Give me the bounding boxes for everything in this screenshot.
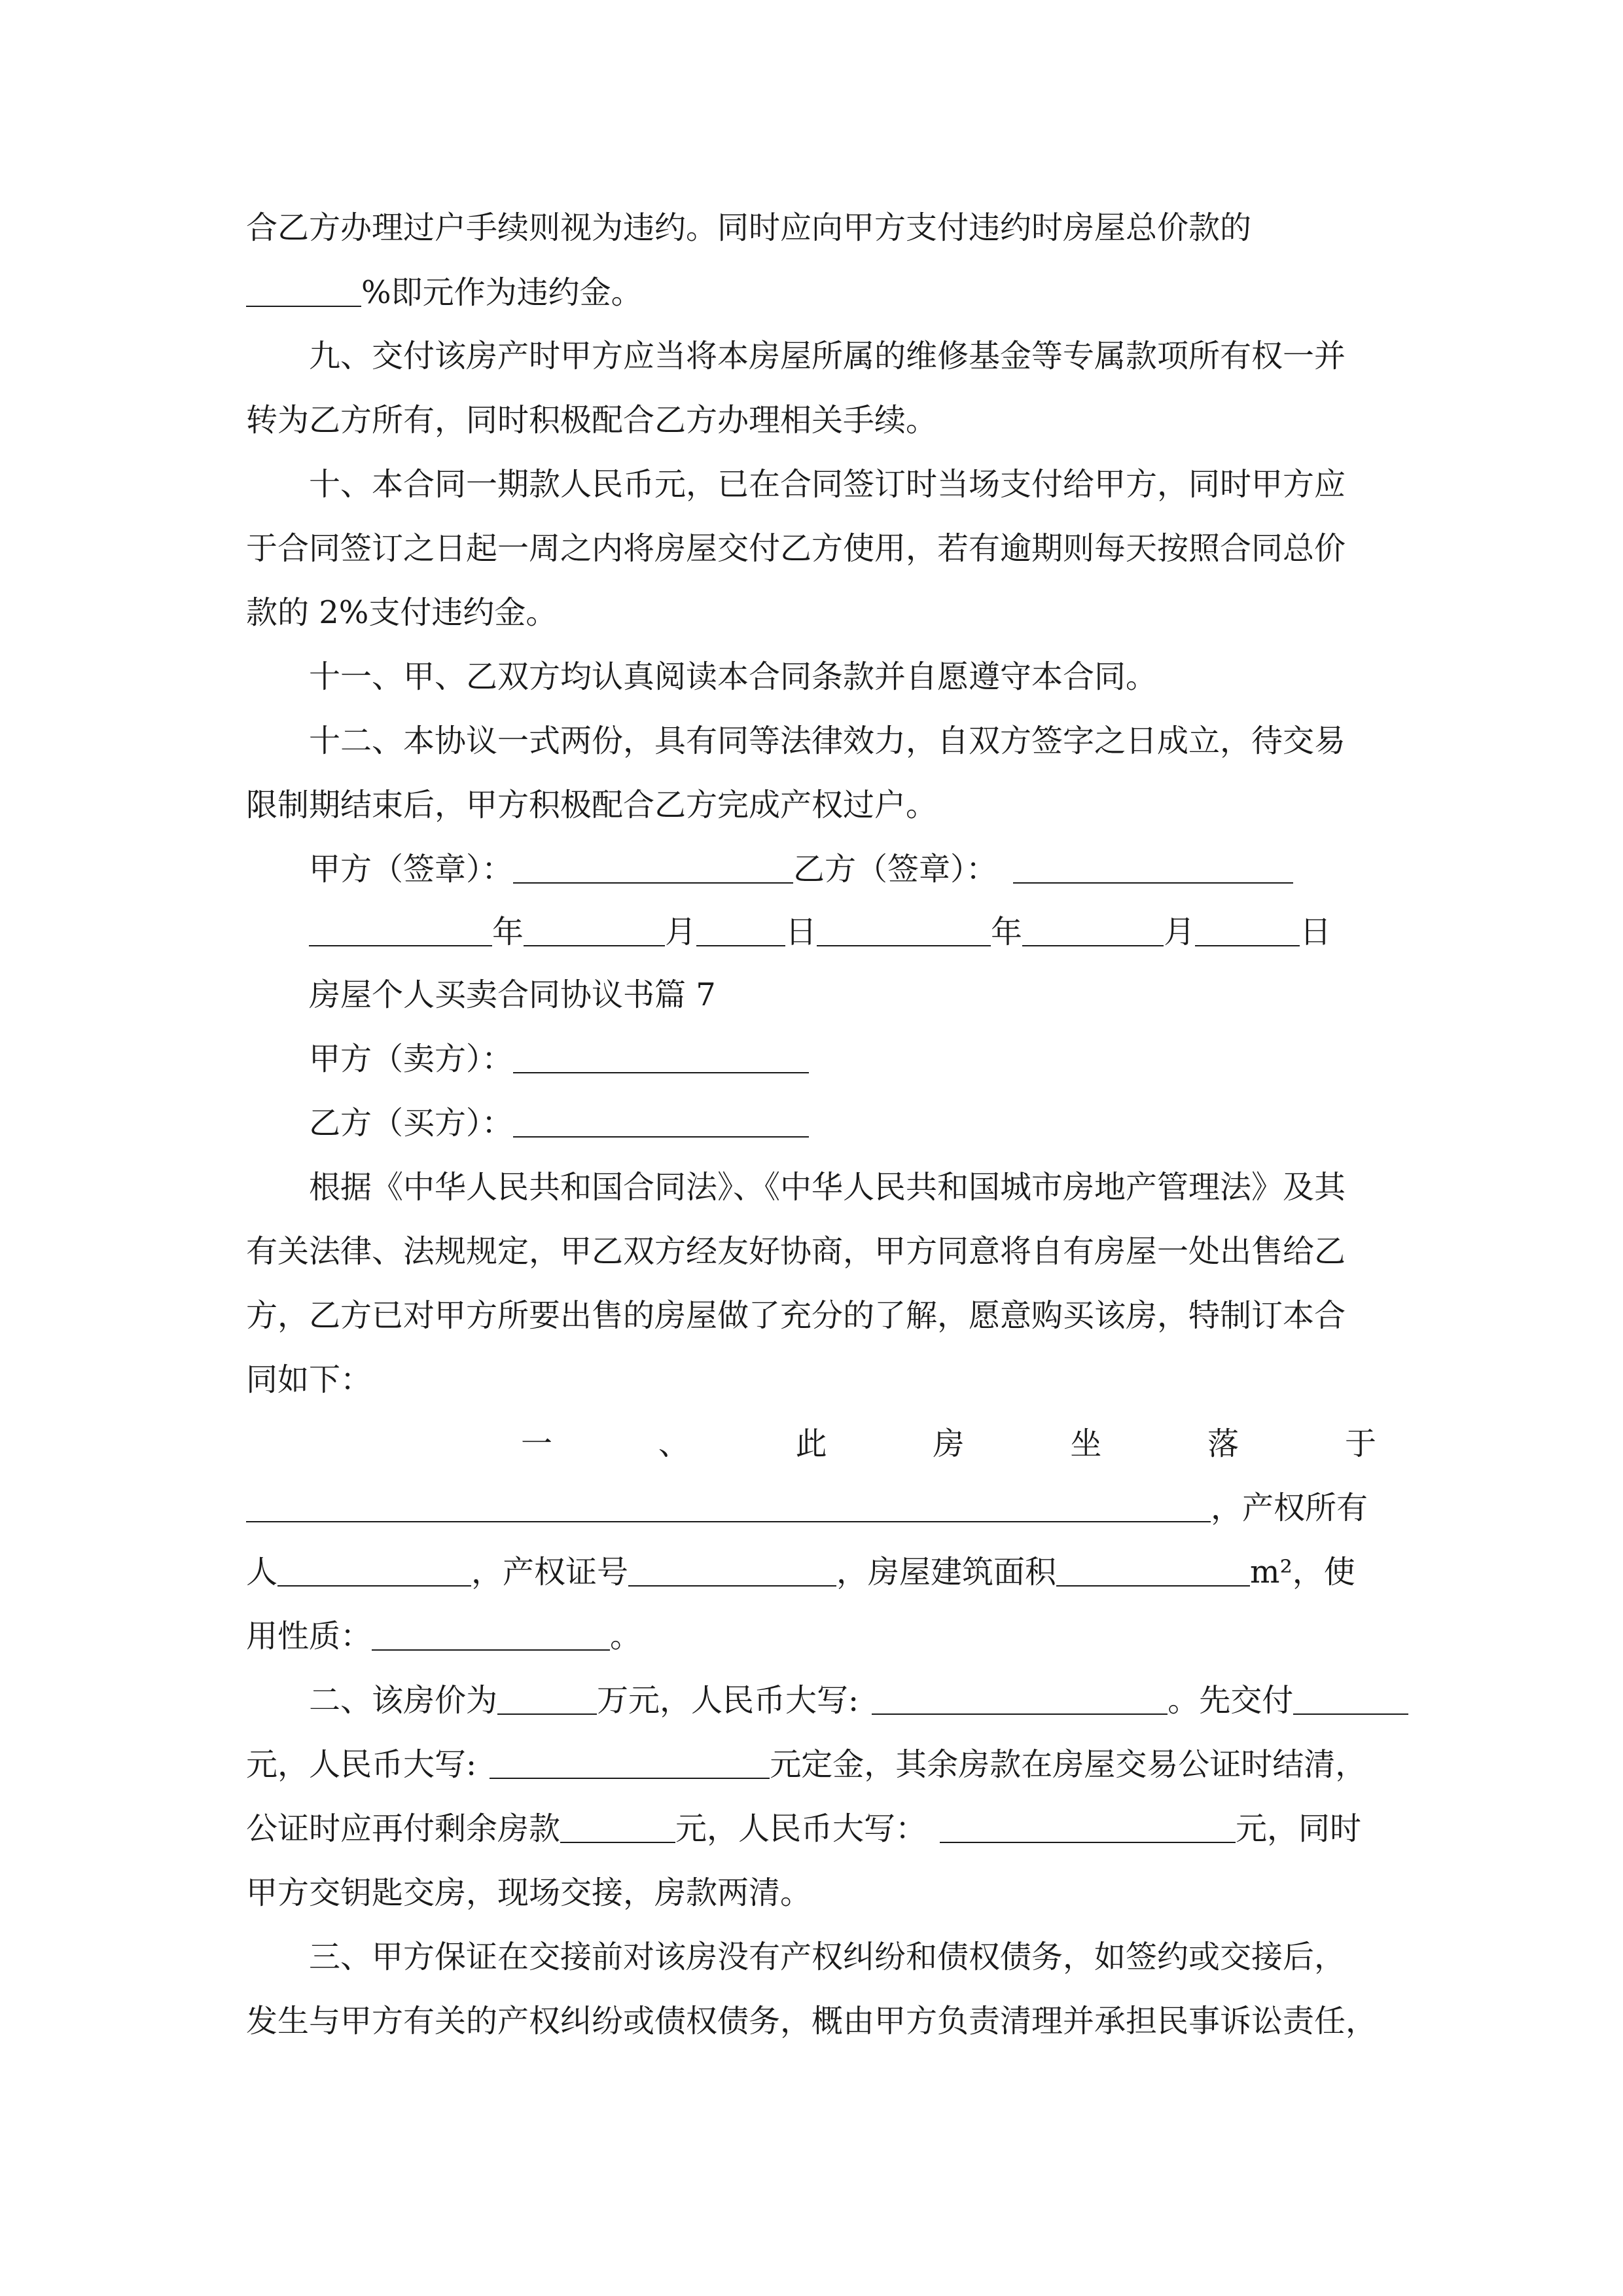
text-span: 甲方（卖方）： xyxy=(309,1041,514,1077)
clause-3: 三、甲方保证在交接前对该房没有产权纠纷和债权债务，如签约或交接后， xyxy=(309,1939,1346,1975)
text-span: 年 xyxy=(991,914,1023,950)
remaining-field xyxy=(560,1813,675,1843)
text-line xyxy=(246,1809,1361,1848)
text-span: ，房屋建筑面积 xyxy=(836,1554,1057,1590)
party-b-field xyxy=(513,1107,809,1138)
text-line: 款的 2%支付违约金。 xyxy=(246,594,558,631)
text-span: 月 xyxy=(1164,914,1196,950)
text-span: 于 xyxy=(1344,1426,1376,1462)
paragraph-line: 有关法律、法规规定，甲乙双方经友好协商，甲方同意将自有房屋一处出售给乙 xyxy=(246,1233,1346,1270)
text-span: 房 xyxy=(933,1426,965,1462)
blank-field xyxy=(1022,916,1164,946)
text-line xyxy=(246,1745,1366,1784)
text-span: 乙方（买方）： xyxy=(309,1105,514,1141)
blank-field xyxy=(1195,916,1300,946)
blank-field xyxy=(817,916,991,946)
text-span: 人 xyxy=(246,1554,278,1590)
text-line xyxy=(246,273,643,312)
text-span: 。先交付 xyxy=(1168,1682,1294,1719)
text-line: 合乙方办理过户手续则视为违约。同时应向甲方支付违约时房屋总价款的 xyxy=(246,209,1252,246)
deposit-field xyxy=(1293,1685,1408,1715)
text-span: 一 xyxy=(521,1426,553,1462)
text-span: ，产权所有 xyxy=(1211,1490,1368,1526)
text-span: 元，人民币大写： xyxy=(675,1810,927,1847)
blank-field xyxy=(246,277,361,307)
paragraph-line: 同如下： xyxy=(246,1361,372,1398)
location-field xyxy=(246,1492,1211,1522)
remaining-words-field xyxy=(940,1813,1236,1843)
clause-10: 十、本合同一期款人民币元，已在合同签订时当场支付给甲方，同时甲方应 xyxy=(309,466,1346,503)
text-line: 限制期结束后，甲方积极配合乙方完成产权过户。 xyxy=(246,787,938,823)
signature-field-a xyxy=(513,853,793,884)
text-span: %即元作为违约金。 xyxy=(361,274,643,311)
text-line xyxy=(246,1617,641,1656)
section-title: 房屋个人买卖合同协议书篇 7 xyxy=(309,977,716,1013)
text-span: 元，同时 xyxy=(1236,1810,1362,1847)
clause-11: 十一、甲、乙双方均认真阅读本合同条款并自愿遵守本合同。 xyxy=(309,658,1158,695)
deposit-words-field xyxy=(490,1749,770,1779)
paragraph-line: 根据《中华人民共和国合同法》、《中华人民共和国城市房地产管理法》及其 xyxy=(309,1169,1346,1206)
clause-9: 九、交付该房产时甲方应当将本房屋所属的维修基金等专属款项所有权一并 xyxy=(309,338,1346,374)
certificate-field xyxy=(628,1556,836,1587)
text-span: 年 xyxy=(492,914,524,950)
text-span: m²，使 xyxy=(1250,1554,1355,1590)
text-span: 、 xyxy=(658,1426,690,1462)
text-line xyxy=(246,1552,1355,1592)
text-span: 元定金，其余房款在房屋交易公证时结清， xyxy=(770,1746,1367,1783)
text-span: 日 xyxy=(1300,914,1332,950)
text-span: 万元，人民币大写: xyxy=(597,1682,859,1719)
blank-field xyxy=(696,916,785,946)
text-span: 二、该房价为 xyxy=(309,1682,498,1719)
party-a-field xyxy=(513,1043,809,1073)
text-line: 甲方交钥匙交房，现场交接，房款两清。 xyxy=(246,1874,812,1911)
text-span: 用性质： xyxy=(246,1618,372,1655)
text-line: 转为乙方所有，同时积极配合乙方办理相关手续。 xyxy=(246,402,938,439)
text-line: 于合同签订之日起一周之内将房屋交付乙方使用，若有逾期则每天按照合同总价 xyxy=(246,530,1346,567)
price-field xyxy=(497,1685,597,1715)
text-span: 日 xyxy=(785,914,817,950)
area-field xyxy=(1056,1556,1250,1587)
usage-field xyxy=(372,1621,610,1651)
blank-field xyxy=(524,916,665,946)
text-span: ，产权证号 xyxy=(471,1554,629,1590)
text-span: 月 xyxy=(665,914,697,950)
text-line xyxy=(246,1488,1368,1528)
text-span: 公证时应再付剩余房款 xyxy=(246,1810,561,1847)
owner-field xyxy=(277,1556,471,1587)
price-words-field xyxy=(872,1685,1168,1715)
signature-field-b xyxy=(1013,853,1293,884)
sign-label-a: 甲方（签章）： xyxy=(309,851,514,888)
blank-field xyxy=(309,916,492,946)
paragraph-line: 方，乙方已对甲方所要出售的房屋做了充分的了解，愿意购买该房，特制订本合 xyxy=(246,1297,1346,1334)
text-span: 落 xyxy=(1207,1426,1240,1462)
clause-2 xyxy=(309,1681,1408,1720)
date-line xyxy=(309,912,1331,952)
party-a-line xyxy=(309,1039,809,1079)
text-line: 发生与甲方有关的产权纠纷或债权债务，概由甲方负责清理并承担民事诉讼责任， xyxy=(246,2003,1378,2039)
text-span: 坐 xyxy=(1070,1426,1102,1462)
text-span: 。 xyxy=(610,1618,642,1655)
text-span: 此 xyxy=(795,1426,827,1462)
party-b-line xyxy=(309,1103,809,1143)
text-span: 元，人民币大写: xyxy=(246,1746,477,1783)
clause-1-heading xyxy=(521,1424,1376,1463)
clause-12: 十二、本协议一式两份，具有同等法律效力，自双方签字之日成立，待交易 xyxy=(309,723,1346,759)
sign-label-b: 乙方（签章）： xyxy=(793,851,998,888)
signature-line xyxy=(309,850,1293,889)
